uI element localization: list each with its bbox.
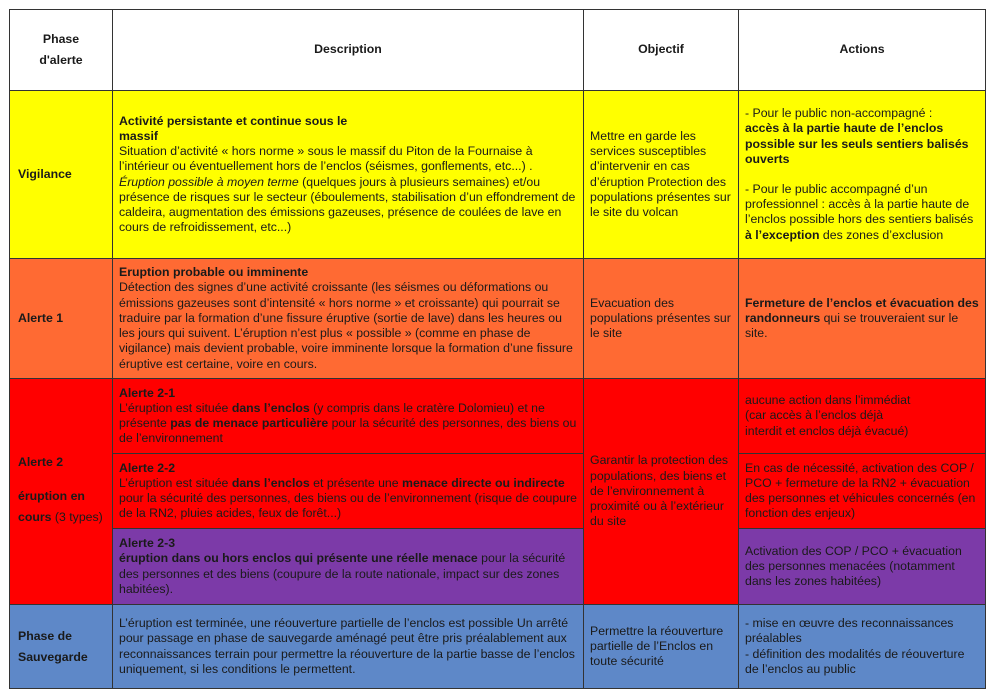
desc-alerte2-3: Alerte 2-3 éruption dans ou hors enclos qui présente une réelle menace pour la sécurité des personnes et des biens (coupure de la route nationale, impact sur des zones habitées). [113, 529, 584, 605]
actions-vigilance-1-bold: accès à la partie haute de l’enclos possible sur les seuls sentiers balisés ouverts [745, 121, 969, 166]
header-phase: Phase d'alerte [10, 10, 113, 91]
desc-vigilance [113, 91, 584, 259]
actions-alerte2-3: Activation des COP / PCO + évacuation des personnes menacées (notamment dans les zones habitées) [739, 529, 986, 605]
row-alerte2-3 [10, 529, 986, 605]
header-row [10, 10, 986, 91]
desc-vigilance-title: Activité persistante et continue sous le massif [119, 113, 348, 143]
actions-alerte2-2: En cas de nécessité, activation des COP / PCO + fermeture de la RN2 + évacuation des personnes et véhicules concernés (en fonction des enjeux) [739, 454, 986, 529]
phase-sauvegarde: Phase de Sauvegarde [10, 605, 113, 689]
actions-vigilance-2: - Pour le public accompagné d’un professionnel : accès à la partie haute de l’enclos possible hors des sentiers balisés à l’exception des zones d’exclusion [745, 182, 974, 242]
objectif-sauvegarde: Permettre la réouverture partielle de l’Enclos en toute sécurité [584, 605, 739, 689]
desc-alerte1 [113, 259, 584, 379]
row-sauvegarde [10, 605, 986, 689]
header-objectif: Objectif [584, 10, 739, 91]
phase-vigilance: Vigilance [10, 91, 113, 259]
desc-alerte1-title: Eruption probable ou imminente [119, 265, 309, 280]
objectif-vigilance: Mettre en garde les services susceptibles d’intervenir en cas d’éruption Protection des populations présentes sur le site du volcan [584, 91, 739, 259]
row-alerte1 [10, 259, 986, 379]
row-alerte2-1 [10, 379, 986, 454]
desc-vigilance-body: Situation d’activité « hors norme » sous le massif du Piton de la Fournaise à l’intérieur ou éventuellement hors de l’enclos (séismes, gonflements, etc...) . Éruption possible à moyen terme (quelques jours à plusieurs semaines) et/ou présence de risques sur le secteur (éboulements, stabilisation d’un effondrement de caldeira, augmentation des émissions gazeuses, présence de coulées de lave en cours de refroidissement, etc...) [119, 144, 576, 235]
actions-vigilance-1: - Pour le public non-accompagné : [745, 106, 933, 121]
row-alerte2-2 [10, 454, 986, 529]
desc-alerte2-1: Alerte 2-1 L’éruption est située dans l’enclos (y compris dans le cratère Dolomieu) et ne présente pas de menace particulière pour la sécurité des personnes, des biens ou de l’environnement [113, 379, 584, 454]
phase-alerte2: Alerte 2 éruption en cours (3 types) [10, 379, 113, 605]
phase-alerte1: Alerte 1 [10, 259, 113, 379]
desc-alerte2-2: Alerte 2-2 L’éruption est située dans l’enclos et présente une menace directe ou indirecte pour la sécurité des personnes, des biens ou de l’environnement (risque de coupure de la RN2, pluies acides, feux de forêt...) [113, 454, 584, 529]
actions-alerte1: Fermeture de l’enclos et évacuation des randonneurs qui se trouveraient sur le site. [739, 259, 986, 379]
objectif-alerte2: Garantir la protection des populations, des biens et de l’environnement à proximité ou à l’extérieur du site [584, 379, 739, 605]
desc-sauvegarde: L’éruption est terminée, une réouverture partielle de l’enclos est possible Un arrêté pour passage en phase de sauvegarde aménagé peut être pris préalablement aux reconnaissances terrain pour permettre la réouverture de la partie basse de l’enclos uniquement, si les conditions le permettent. [113, 605, 584, 689]
objectif-alerte1: Evacuation des populations présentes sur le site [584, 259, 739, 379]
actions-vigilance [739, 91, 986, 259]
desc-alerte1-body: Détection des signes d’une activité croissante (les séismes ou déformations ou émissions gazeuses sont d’intensité « hors norme » et croissante) qui pourrait se traduire par la formation d’une fissure éruptive (sortie de lave) dans les heures ou les jours qui suivent. L’éruption n’est plus « possible » (comme en phase de vigilance) mais devient probable, voire imminente lorsque la formation d’une fissure éruptive est certaine, voire en cours. [119, 280, 573, 371]
actions-sauvegarde: - mise en œuvre des reconnaissances préalables - définition des modalités de réouverture de l’enclos au public [739, 605, 986, 689]
header-actions: Actions [739, 10, 986, 91]
actions-alerte2-1: aucune action dans l’immédiat (car accès à l’enclos déjà interdit et enclos déjà évacué) [739, 379, 986, 454]
alert-phases-table [9, 9, 986, 689]
row-vigilance [10, 91, 986, 259]
header-description: Description [113, 10, 584, 91]
